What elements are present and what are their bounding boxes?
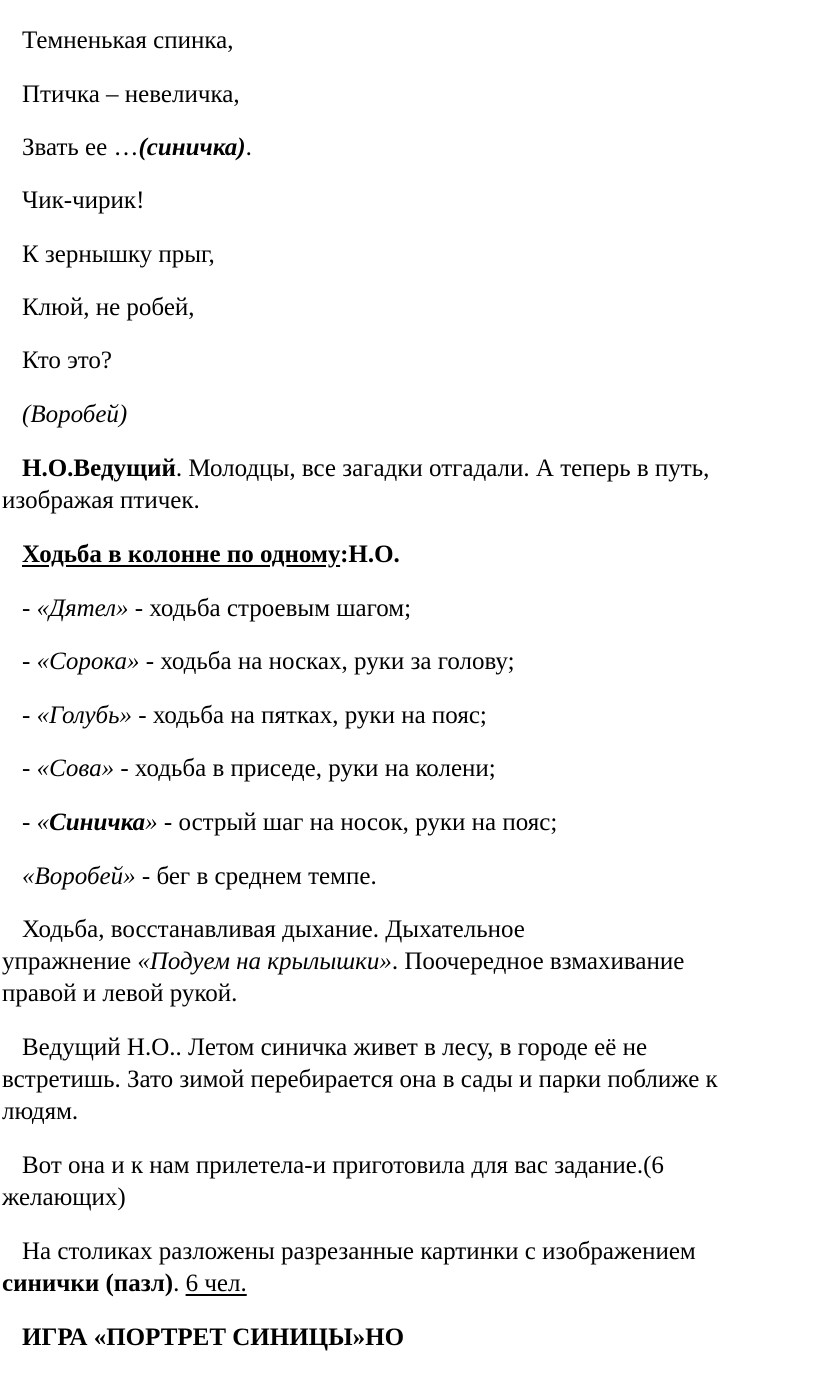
poem-line-3 [22, 132, 252, 164]
breathing-line-1: Ходьба, восстанавливая дыхание. Дыхательное [22, 916, 525, 943]
walking-desc: - ходьба на пятках, руки на пояс; [132, 702, 487, 729]
game-title [22, 1322, 404, 1354]
poem-line-4: Чик-чирик! [22, 187, 145, 214]
walking-item-soroka [22, 646, 515, 678]
walking-heading-suffix: :Н.О. [340, 541, 400, 568]
host-speech-2-line-1: Ведущий Н.О.. Летом синичка живет в лесу, в городе её не [22, 1034, 648, 1061]
game-title-text: ИГРА «ПОРТРЕТ СИНИЦЫ»НО [22, 1324, 405, 1351]
tables-dot: . [173, 1270, 186, 1297]
host-speech-1-line-2: изображая птичек. [2, 487, 200, 514]
poem-line-3-end: . [245, 134, 252, 161]
list-dash: - [22, 648, 37, 675]
bird-name: Синичка [49, 809, 146, 836]
list-dash: - [22, 595, 37, 622]
participants-count: 6 чел. [185, 1270, 247, 1297]
breathing-text: упражнение [2, 948, 138, 975]
list-dash: - [22, 809, 37, 836]
tables-line-2 [2, 1268, 247, 1300]
walking-desc: - ходьба строевым шагом; [128, 595, 412, 622]
walking-item-sova [22, 753, 496, 785]
riddle-answer-vorobey [22, 399, 127, 431]
bird-name: «Голубь» [36, 702, 133, 729]
breathing-line-2 [2, 946, 684, 978]
bird-name: «Воробей» [22, 863, 136, 890]
poem-line-7: Кто это? [22, 347, 112, 374]
host-speech-2-line-2: встретишь. Зато зимой перебирается она в сады и парки поближе к [2, 1066, 718, 1093]
walking-desc: - ходьба на носках, руки за голову; [139, 648, 515, 675]
poem-line-5: К зернышку прыг, [22, 241, 215, 268]
bird-name: «Сова» [36, 755, 115, 782]
walking-heading-text: Ходьба в колонне по одному [22, 541, 341, 568]
riddle-answer-vorobey-text: (Воробей) [22, 401, 128, 428]
exercise-name: «Подуем на крылышки» [137, 948, 392, 975]
breathing-line-3: правой и левой рукой. [2, 980, 238, 1007]
walking-item-sinichka [22, 807, 557, 839]
poem-line-6: Клюй, не робей, [22, 294, 195, 321]
quote-open: « [36, 809, 50, 836]
riddle-answer-sinichka: (синичка) [138, 134, 246, 161]
list-dash: - [22, 755, 37, 782]
bird-name: «Сорока» [36, 648, 140, 675]
list-dash: - [22, 702, 37, 729]
task-line-1: Вот она и к нам прилетела-и приготовила для вас задание.(6 [22, 1152, 664, 1179]
bird-name: «Дятел» [36, 595, 129, 622]
poem-line-2: Птичка – невеличка, [22, 81, 240, 108]
walking-desc: - острый шаг на носок, руки на пояс; [157, 809, 558, 836]
walking-heading [22, 539, 400, 571]
poem-line-1: Темненькая спинка, [22, 27, 234, 54]
poem-line-3-text: Звать ее … [22, 134, 139, 161]
walking-desc: - бег в среднем темпе. [135, 863, 377, 890]
host-speech-1-line-1 [22, 453, 709, 485]
walking-desc: - ходьба в приседе, руки на колени; [114, 755, 496, 782]
walking-item-dyatel [22, 593, 411, 625]
host-speaker-label: Н.О.Ведущий [22, 455, 176, 482]
puzzle-label: синички (пазл) [2, 1270, 174, 1297]
task-line-2: желающих) [2, 1184, 126, 1211]
breathing-text: . Поочередное взмахивание [391, 948, 685, 975]
tables-line-1: На столиках разложены разрезанные картинки с изображением [22, 1238, 696, 1265]
host-speech-2-line-3: людям. [2, 1098, 79, 1125]
walking-item-golub [22, 700, 487, 732]
walking-item-vorobey [22, 861, 377, 893]
quote-close: » [145, 809, 158, 836]
host-speech-1-text: . Молодцы, все загадки отгадали. А теперь в путь, [175, 455, 710, 482]
